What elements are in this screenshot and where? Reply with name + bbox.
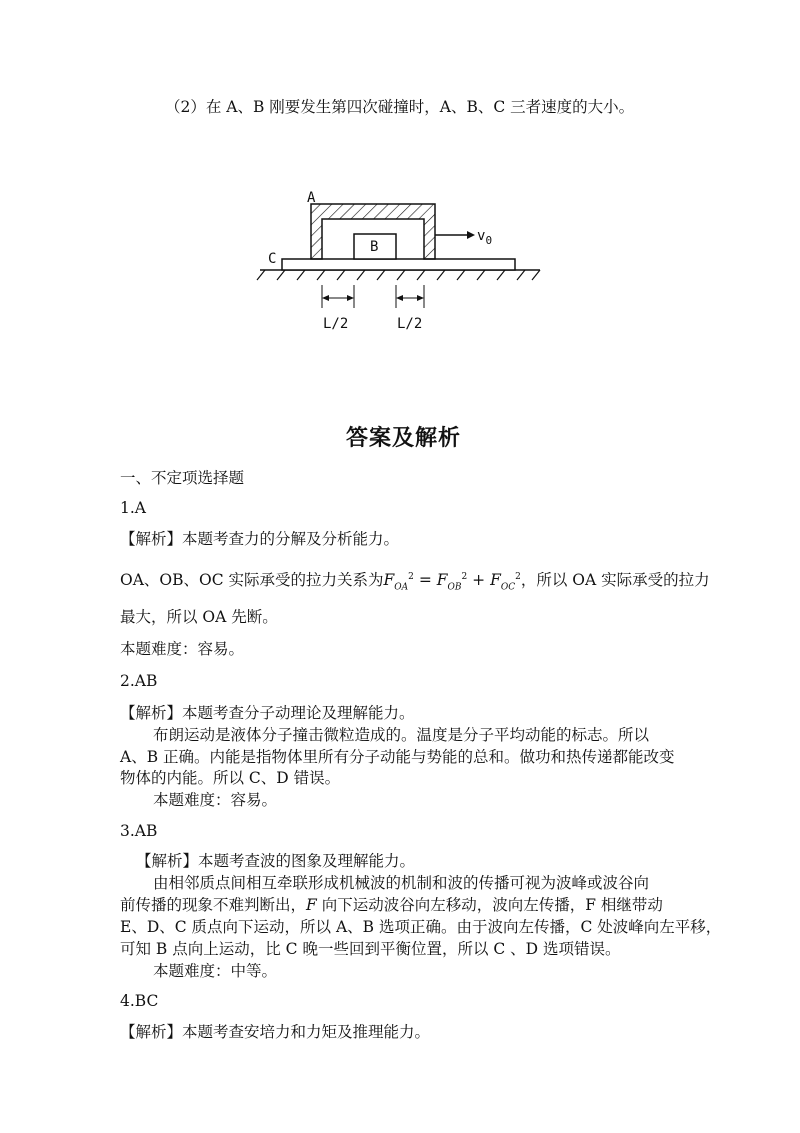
q2-line2: A、B 正确。内能是指物体里所有分子动能与势能的总和。做功和热传递都能改变 xyxy=(120,748,675,766)
answer-title: 答案及解析 xyxy=(346,426,462,451)
q1-body-line2: 最大，所以 OA 先断。 xyxy=(120,608,278,626)
question-part2: （2）在 A、B 刚要发生第四次碰撞时，A、B、C 三者速度的大小。 xyxy=(165,98,635,116)
q3-analysis: 【解析】本题考查波的图象及理解能力。 xyxy=(136,852,416,870)
q3-line3: E、D、C 质点向下运动，所以 A、B 选项正确。由于波向左传播，C 处波峰向左平移， xyxy=(120,918,722,936)
q1-body: OA、OB、OC 实际承受的拉力关系为$F_{OA}^2 = F_{OB}^2 + F_{OC}^2$，所以 OA 实际承受的拉力 xyxy=(120,571,710,593)
label-C: C xyxy=(268,251,277,267)
q3-answer: 3.AB xyxy=(120,822,158,840)
section-heading: 一、不定项选择题 xyxy=(120,469,245,487)
q1-analysis: 【解析】本题考查力的分解及分析能力。 xyxy=(120,530,400,548)
velocity-arrowhead xyxy=(467,231,475,239)
q3-line4: 可知 B 点向上运动，比 C 晚一些回到平衡位置，所以 C 、D 选项错误。 xyxy=(120,940,621,958)
label-v0: $v_0$ xyxy=(477,228,493,247)
q4-analysis: 【解析】本题考查安培力和力矩及推理能力。 xyxy=(120,1023,431,1041)
q2-line1: 布朗运动是液体分子撞击微粒造成的。温度是分子平均动能的标志。所以 xyxy=(153,726,650,744)
q1-answer: 1.A xyxy=(120,499,146,517)
q3-difficulty: 本题难度：中等。 xyxy=(153,962,278,980)
label-L2-left: L/2 xyxy=(323,316,349,332)
plate-C xyxy=(282,259,515,270)
physics-diagram xyxy=(255,190,545,340)
q2-answer: 2.AB xyxy=(120,672,158,690)
label-B: B xyxy=(370,239,379,255)
q4-answer: 4.BC xyxy=(120,992,159,1010)
label-L2-right: L/2 xyxy=(397,316,423,332)
q2-difficulty: 本题难度：容易。 xyxy=(153,791,278,809)
ground-hatch xyxy=(257,270,540,280)
q2-line3: 物体的内能。所以 C、D 错误。 xyxy=(120,769,341,787)
q1-difficulty: 本题难度：容易。 xyxy=(120,640,245,658)
label-A: A xyxy=(307,190,316,206)
q2-analysis: 【解析】本题考查分子动理论及理解能力。 xyxy=(120,704,415,722)
q3-line1: 由相邻质点间相互牵联形成机械波的机制和波的传播可视为波峰或波谷向 xyxy=(153,874,650,892)
q3-line2: 前传播的现象不难判断出，F 向下运动波谷向左移动，波向左传播，F 相继带动 xyxy=(120,896,663,914)
